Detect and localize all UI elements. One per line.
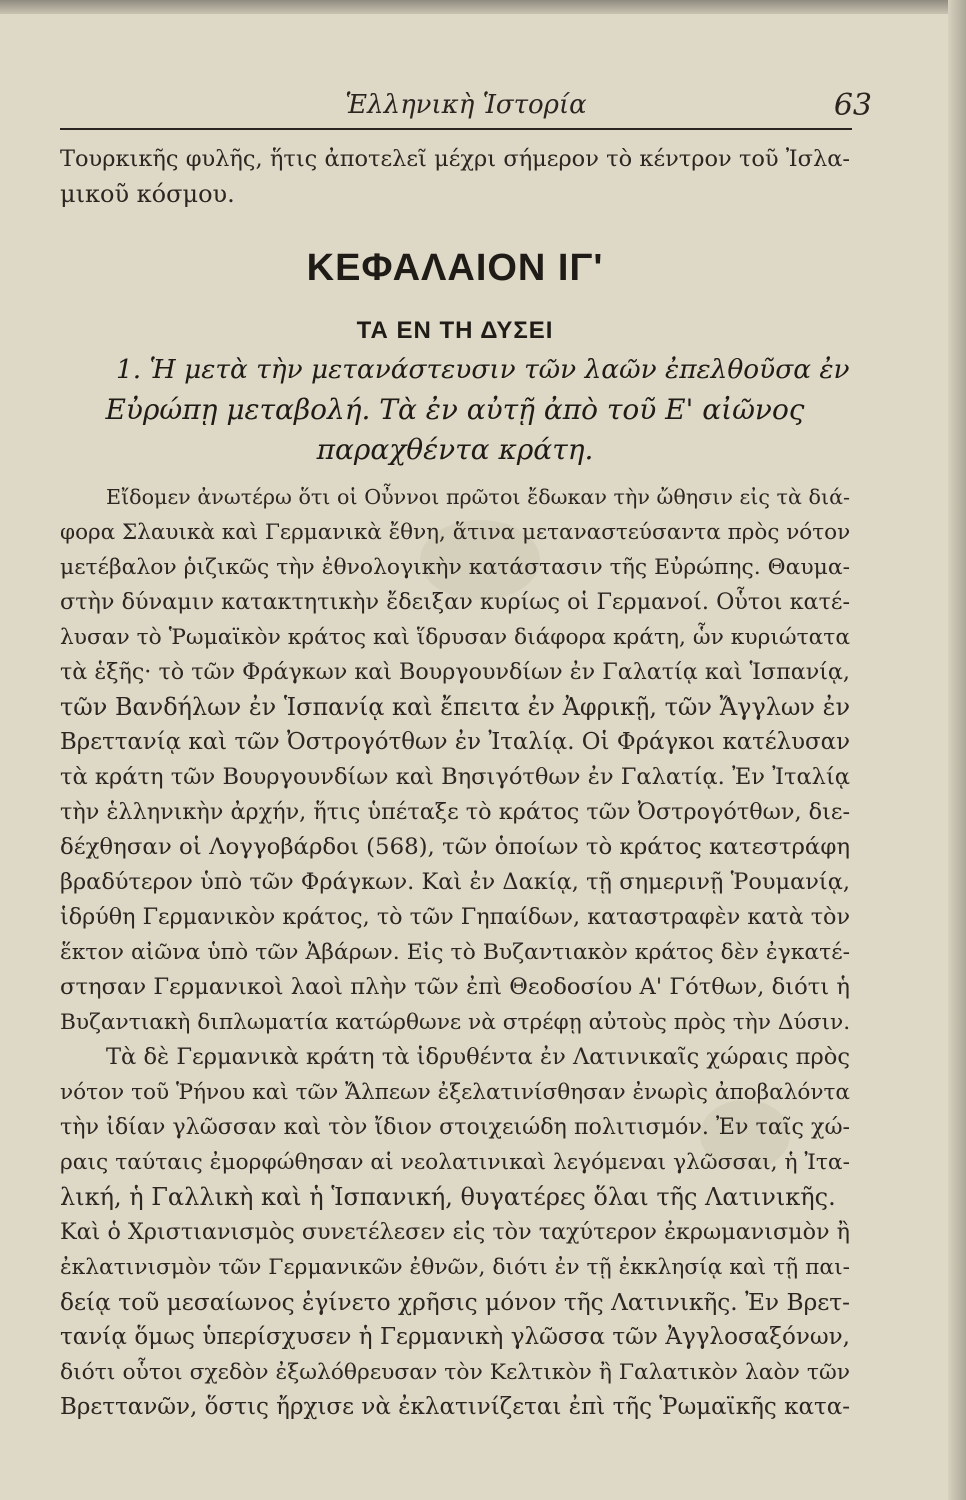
page-top-edge [0,0,966,14]
text-line: τὰ ἑξῆς· τὸ τῶν Φράγκων καὶ Βουργουνδίων ἐν Γαλατίᾳ καὶ Ἱσπανίᾳ, [60,659,850,685]
running-title: Ἑλληνικὴ Ἱστορία [345,90,587,120]
page-right-edge [948,0,966,1500]
text-line: ἐκλατινισμὸν τῶν Γερμανικῶν ἐθνῶν, διότι ἐν τῇ ἐκκλησίᾳ καὶ τῇ παι- [60,1255,850,1280]
text-line: ἱδρύθη Γερμανικὸν κράτος, τὸ τῶν Γηπαίδων, καταστραφὲν κατὰ τὸν [60,904,850,930]
text-line: τὴν ἰδίαν γλῶσσαν καὶ τὸν ἴδιον στοιχειώδη πολιτισμόν. Ἐν ταῖς χώ- [60,1114,850,1140]
text-line: ἕκτον αἰῶνα ὑπὸ τῶν Ἀβάρων. Εἰς τὸ Βυζαντιακὸν κράτος δὲν ἐγκατέ- [60,940,850,965]
heading-line: Εὐρώπῃ μεταβολή. Τὰ ἐν αὐτῇ ἀπὸ τοῦ Ε' αἰῶνος [105,393,805,426]
heading-line: 1. Ἡ μετὰ τὴν μετανάστευσιν τῶν λαῶν ἐπελθοῦσα ἐν [116,355,850,385]
text-line: νότον τοῦ Ῥήνου καὶ τῶν Ἄλπεων ἐξελατινίσθησαν ἐνωρὶς ἀποβαλόντα [60,1080,850,1105]
paragraph-2 [60,1040,850,1425]
paragraph-1 [60,480,850,1040]
text-line: διότι οὗτοι σχεδὸν ἐξωλόθρευσαν τὸν Κελτικὸν ἢ Γαλατικὸν λαὸν τῶν [60,1360,850,1385]
text-line: δείᾳ τοῦ μεσαίωνος ἐγίνετο χρῆσις μόνον τῆς Λατινικῆς. Ἐν Βρετ- [60,1289,850,1316]
chapter-title: ΚΕΦΑΛΑΙΟΝ ΙΓ' [306,247,604,289]
text-line: Τὰ δὲ Γερμανικὰ κράτη τὰ ἱδρυθέντα ἐν Λατινικαῖς χώραις πρὸς [106,1044,850,1070]
text-line: δέχθησαν οἱ Λογγοβάρδοι (568), τῶν ὁποίων τὸ κράτος κατεστράφη [60,834,850,860]
header-rule [60,128,852,130]
heading-line: παραχθέντα κράτη. [316,433,594,466]
page-header [60,88,872,124]
text-line: στησαν Γερμανικοὶ λαοὶ πλὴν τῶν ἐπὶ Θεοδοσίου Α' Γότθων, διότι ἡ [60,974,850,1000]
text-line: βραδύτερον ὑπὸ τῶν Φράγκων. Καὶ ἐν Δακίᾳ, τῇ σημερινῇ Ῥουμανίᾳ, [60,869,850,895]
page-number: 63 [833,88,872,123]
text-line: μετέβαλον ῥιζικῶς τὴν ἐθνολογικὴν κατάστασιν τῆς Εὐρώπης. Θαυμα- [60,555,850,580]
text-line: τὴν ἑλληνικὴν ἀρχήν, ἥτις ὑπέταξε τὸ κράτος τῶν Ὀστρογότθων, διε- [60,799,850,825]
text-line: τῶν Βανδήλων ἐν Ἱσπανίᾳ καὶ ἔπειτα ἐν Ἀφρικῇ, τῶν Ἄγγλων ἐν [60,693,850,721]
subsection-heading [60,350,850,470]
text-line: Καὶ ὁ Χριστιανισμὸς συνετέλεσεν εἰς τὸν ταχύτερον ἐκρωμανισμὸν ἢ [60,1219,850,1245]
text-line: Τουρκικῆς φυλῆς, ἥτις ἀποτελεῖ μέχρι σήμερον τὸ κέντρον τοῦ Ἰσλα- [60,146,850,172]
text-line: Βρεττανῶν, ὅστις ἤρχισε νὰ ἐκλατινίζεται ἐπὶ τῆς Ῥωμαϊκῆς κατα- [60,1394,850,1420]
text-line: μικοῦ κόσμου. [60,180,235,208]
text-line: Εἴδομεν ἀνωτέρω ὅτι οἱ Οὖννοι πρῶτοι ἔδωκαν τὴν ὤθησιν εἰς τὰ διά- [106,485,850,509]
text-line: τανίᾳ ὅμως ὑπερίσχυσεν ἡ Γερμανικὴ γλῶσσα τῶν Ἀγγλοσαξόνων, [60,1324,850,1350]
text-line: τὰ κράτη τῶν Βουργουνδίων καὶ Βησιγότθων ἐν Γαλατίᾳ. Ἐν Ἰταλίᾳ [60,764,850,790]
intro-paragraph [60,142,850,212]
text-line: Βρεττανίᾳ καὶ τῶν Ὀστρογότθων ἐν Ἰταλίᾳ. Οἱ Φράγκοι κατέλυσαν [60,729,850,755]
text-line: ραις ταύταις ἐμορφώθησαν αἱ νεολατινικαὶ λεγόμεναι γλῶσσαι, ἡ Ἰτα- [60,1150,850,1175]
text-line: λυσαν τὸ Ῥωμαϊκὸν κράτος καὶ ἵδρυσαν διάφορα κράτη, ὧν κυριώτατα [60,625,850,650]
text-line: λική, ἡ Γαλλικὴ καὶ ἡ Ἱσπανική, θυγατέρες ὅλαι τῆς Λατινικῆς. [60,1183,836,1211]
text-line: στὴν δύναμιν κατακτητικὴν ἔδειξαν κυρίως οἱ Γερμανοί. Οὗτοι κατέ- [60,589,850,615]
section-title: ΤΑ ΕΝ ΤΗ ΔΥΣΕΙ [356,317,554,344]
text-line: Βυζαντιακὴ διπλωματία κατώρθωνε νὰ στρέφῃ αὐτοὺς πρὸς τὴν Δύσιν. [60,1010,851,1035]
text-line: φορα Σλαυικὰ καὶ Γερμανικὰ ἔθνη, ἅτινα μεταναστεύσαντα πρὸς νότον [60,520,851,545]
page-body [60,142,850,1425]
